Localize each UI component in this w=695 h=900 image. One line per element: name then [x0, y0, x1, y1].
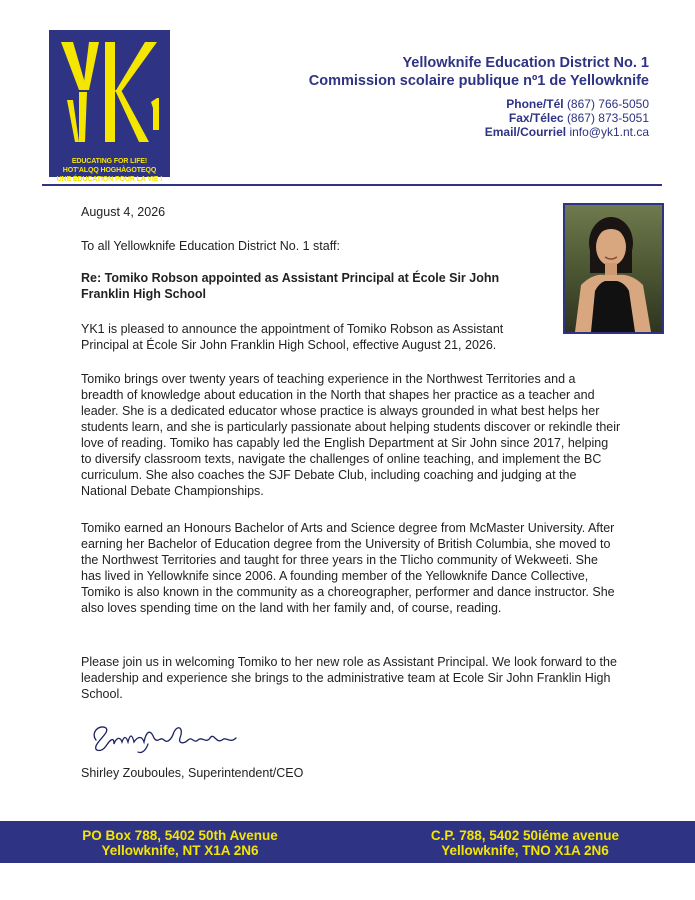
letter-paragraph-4: Please join us in welcoming Tomiko to her new role as Assistant Principal. We look forward to the leadership and experience she brings to the administrative team at Ecole Sir John Franklin High School. [81, 655, 617, 701]
letter-paragraph-2: Tomiko brings over twenty years of teaching experience in the Northwest Territories and a breadth of knowledge about education in the North that shapes her practice as a teacher and leader. She is a dedicated educator whose practice is always grounded in what best helps her students learn, and she is particularly passionate about helping students discover or rekindle their love of reading. Tomiko has capably led the English Department at Sir John since 2017, helping to diversify classroom texts, navigate the challenges of online teaching, and implement the BC curriculum. She also coaches the SJF Debate Club, including coaching and judging at the National Debate Championships. [81, 372, 621, 498]
email-link[interactable]: info@yk1.nt.ca [569, 125, 649, 139]
handwritten-signature [88, 714, 248, 758]
letter-subject: Re: Tomiko Robson appointed as Assistant Principal at École Sir John Franklin High School [81, 271, 500, 301]
footer-bar [0, 821, 695, 863]
phone-value: (867) 766-5050 [566, 97, 649, 111]
fax-value: (867) 873-5051 [566, 111, 649, 125]
letter-greeting: To all Yellowknife Education District No. 1 staff: [81, 239, 340, 253]
signatory-name: Shirley Zouboules, Superintendent/CEO [81, 766, 304, 780]
footer-address-en-line2: Yellowknife, NT X1A 2N6 [101, 843, 259, 858]
portrait-photo-image [565, 205, 662, 332]
fax-line [509, 111, 649, 126]
footer-address-en [55, 828, 305, 858]
header-divider [42, 184, 662, 186]
yk1-logo-mark [49, 30, 170, 155]
phone-line [506, 97, 649, 112]
logo-tagline-tlicho: HOT'ALQQ HOGHÀGOTEQQ [62, 167, 157, 174]
org-name-fr: Commission scolaire publique nº1 de Yellowknife [308, 73, 649, 89]
email-label: Email/Courriel [484, 125, 567, 139]
footer-address-en-line1: PO Box 788, 5402 50th Avenue [82, 828, 278, 843]
letter-paragraph-1: YK1 is pleased to announce the appointment of Tomiko Robson as Assistant Principal at École Sir John Franklin High School, effective August 21, 2026. [81, 322, 504, 352]
email-line [485, 125, 649, 140]
portrait-photo [563, 203, 664, 334]
footer-address-fr [400, 828, 650, 858]
footer-address-fr-line2: Yellowknife, TNO X1A 2N6 [441, 843, 609, 858]
logo-tagline-en: EDUCATING FOR LIFE! [71, 158, 148, 165]
footer-address-fr-line1: C.P. 788, 5402 50iéme avenue [430, 828, 620, 843]
letter-date: August 4, 2026 [81, 205, 166, 219]
fax-label: Fax/Télec [508, 111, 564, 125]
letter-paragraph-3: Tomiko earned an Honours Bachelor of Arts and Science degree from McMaster University. After earning her Bachelor of Education degree from the University of British Columbia, she moved to the Northwest Territories and taught for three years in the Tlicho community of Wekweeti. She has lived in Yellowknife since 2006. A founding member of the Yellowknife Dance Collective, Tomiko is also known in the community as a choreographer, performer and dance instructor. She also loves spending time on the land with her family and, of course, reading. [81, 521, 615, 615]
org-name-en: Yellowknife Education District No. 1 [402, 55, 649, 71]
yk1-logo [49, 30, 170, 183]
logo-tagline-fr: UNE ÉDUCATION POUR LA VIE ! [56, 176, 163, 183]
phone-label: Phone/Tél [506, 97, 564, 111]
